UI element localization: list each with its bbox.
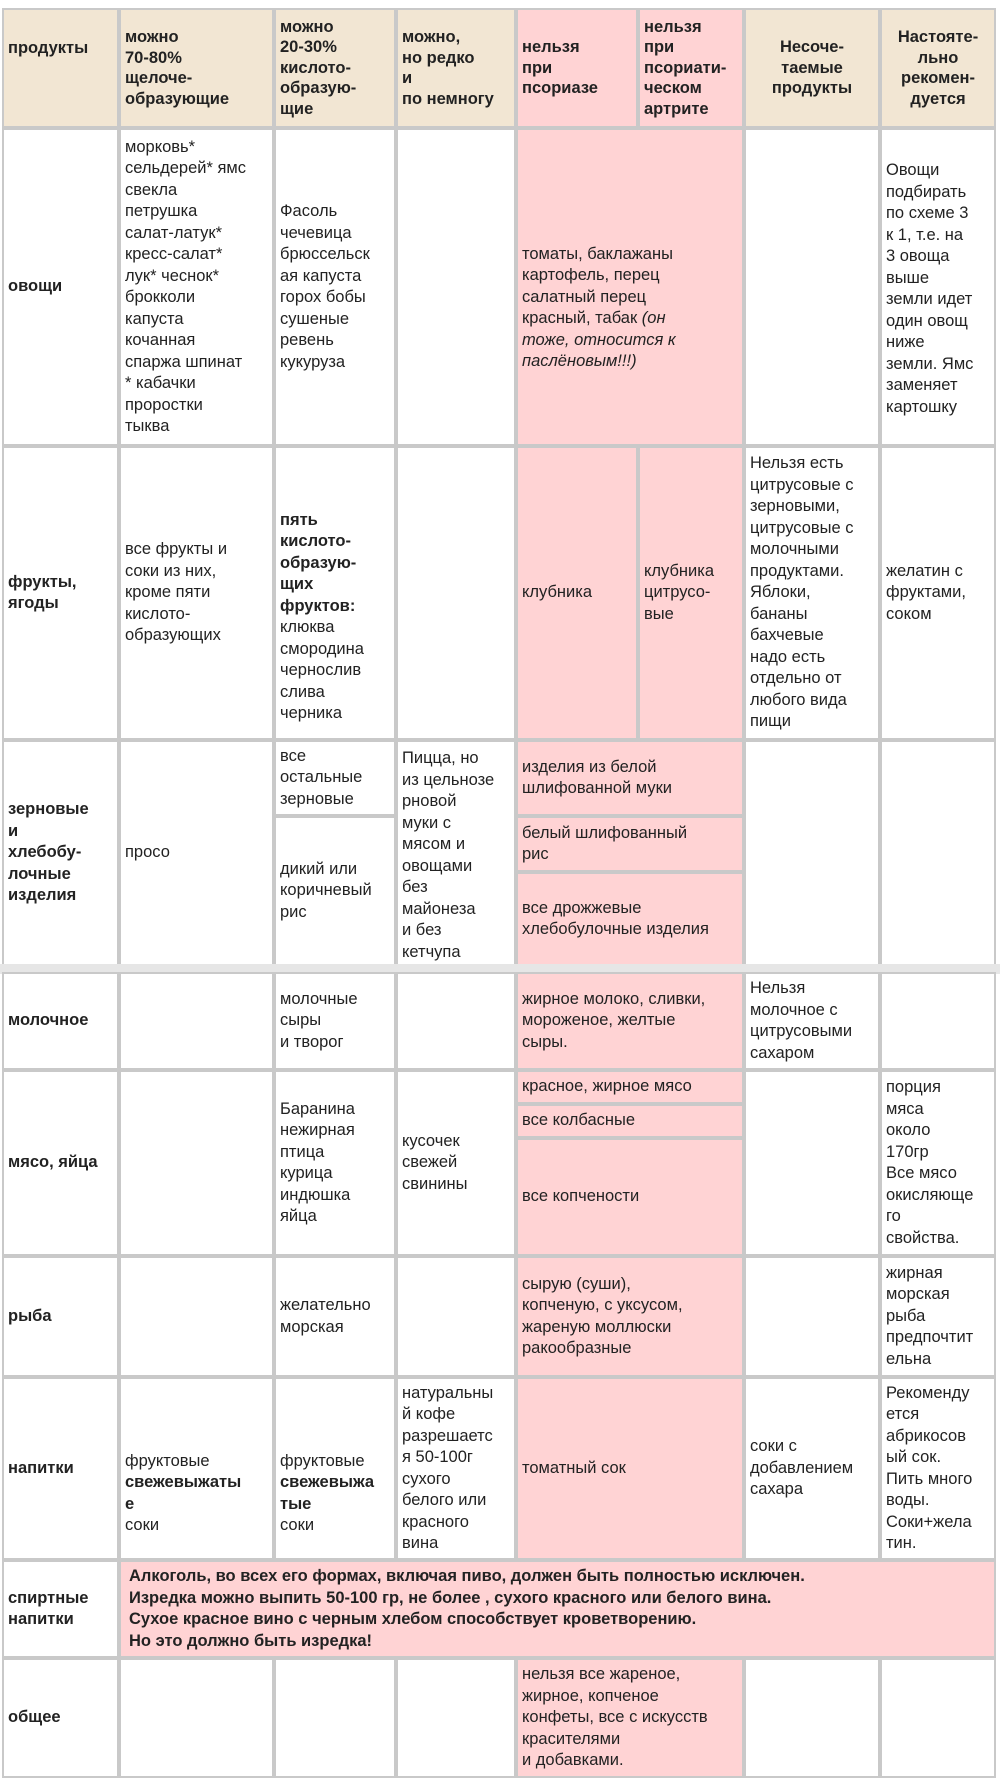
header-incompatible: Несоче- таемые продукты — [744, 8, 880, 128]
vegetables-acid: Фасоль чечевица брюссельск ая капуста горох бобы сушеные ревень кукуруза — [274, 128, 396, 446]
grains-alkaline: просо — [119, 740, 274, 966]
vegetables-no-psoriasis — [516, 128, 744, 446]
dairy-alkaline — [119, 972, 274, 1070]
row-label-drinks: напитки — [2, 1377, 119, 1560]
dairy-no: жирное молоко, сливки, мороженое, желтые сыры. — [516, 972, 744, 1070]
header-alkaline: можно 70-80% щелоче- образующие — [119, 8, 274, 128]
fish-no: сырую (суши), копченую, с уксусом, жареную моллюски ракообразные — [516, 1256, 744, 1377]
dairy-acid: молочные сыры и творог — [274, 972, 396, 1070]
drinks-alkaline-bold: свежевыжаты е — [125, 1473, 242, 1513]
general-incompatible — [744, 1658, 880, 1778]
fish-incompatible — [744, 1256, 880, 1377]
header-products: продукты — [2, 8, 119, 128]
grains-incompatible — [744, 740, 880, 966]
header-no-psoriasis: нельзя при псориазе — [516, 8, 638, 128]
row-label-fish: рыба — [2, 1256, 119, 1377]
dairy-incompatible: Нельзя молочное с цитрусовыми сахаром — [744, 972, 880, 1070]
meat-acid: Баранина нежирная птица курица индюшка яйца — [274, 1070, 396, 1256]
row-label-grains: зерновые и хлебобу- лочные изделия — [2, 740, 119, 966]
header-rarely: можно, но редко и по немногу — [396, 8, 516, 128]
general-alkaline — [119, 1658, 274, 1778]
meat-no-sausages: все колбасные — [516, 1104, 744, 1138]
vegetables-recommended: Овощи подбирать по схеме 3 к 1, т.е. на 3 овоща выше земли идет один овощ ниже земли. Ямс заменяет картошку — [880, 128, 996, 446]
fruits-rarely — [396, 446, 516, 740]
fish-recommended: жирная морская рыба предпочтит ельна — [880, 1256, 996, 1377]
meat-recommended: порция мяса около 170гр Все мясо окисляюще го свойства. — [880, 1070, 996, 1256]
grains-recommended — [880, 740, 996, 966]
header-acid: можно 20-30% кислото- образую- щие — [274, 8, 396, 128]
fruits-acid-heading: пять кислото- образую- щих фруктов: — [280, 510, 357, 615]
row-label-meat: мясо, яйца — [2, 1070, 119, 1256]
drinks-incompatible: соки с добавлением сахара — [744, 1377, 880, 1560]
meat-incompatible — [744, 1070, 880, 1256]
general-no: нельзя все жареное, жирное, копченое конфеты, все с искусств красителями и добавками. — [516, 1658, 744, 1778]
vegetables-alkaline: морковь* сельдерей* ямс свекла петрушка салат-латук* кресс-салат* лук* чеснок* брокколи капуста кочанная спаржа шпинат * кабачки проростки тыква — [119, 128, 274, 446]
grains-acid-other: все остальные зерновые — [274, 740, 396, 816]
dairy-rarely — [396, 972, 516, 1070]
spirits-warning: Алкоголь, во всех его формах, включая пиво, должен быть полностью исключен. Изредка можно выпить 50-100 гр, не более , сухого красного или белого вина. Сухое красное вино с черным хлебом способствует кроветворению. Но это должно быть изредка! — [119, 1560, 996, 1658]
general-rarely — [396, 1658, 516, 1778]
row-label-vegetables: овощи — [2, 128, 119, 446]
fruits-acid-list: клюква смородина чернослив слива черника — [280, 618, 364, 722]
row-label-dairy: молочное — [2, 972, 119, 1070]
fruits-no-arthritis: клубника цитрусо- вые — [638, 446, 744, 740]
fruits-acid — [274, 446, 396, 740]
general-recommended — [880, 1658, 996, 1778]
grains-no-white-flour: изделия из белой шлифованной муки — [516, 740, 744, 816]
drinks-acid-post: соки — [280, 1516, 315, 1534]
row-label-fruits: фрукты, ягоды — [2, 446, 119, 740]
fruits-alkaline: все фрукты и соки из них, кроме пяти кислото- образующих — [119, 446, 274, 740]
meat-rarely: кусочек свежей свинины — [396, 1070, 516, 1256]
drinks-no: томатный сок — [516, 1377, 744, 1560]
drinks-acid-pre: фруктовые — [280, 1451, 365, 1470]
vegetables-rarely — [396, 128, 516, 446]
meat-no-smoked: все копчености — [516, 1138, 744, 1256]
drinks-recommended: Рекоменду ется абрикосов ый сок. Пить много воды. Соки+жела тин. — [880, 1377, 996, 1560]
vegetables-no-psoriasis-text: томаты, баклажаны картофель, перец салатный перец красный, табак — [522, 244, 673, 327]
header-recommended: Настояте- льно рекомен- дуется — [880, 8, 996, 128]
meat-alkaline — [119, 1070, 274, 1256]
fish-acid: желательно морская — [274, 1256, 396, 1377]
meat-no-red-meat: красное, жирное мясо — [516, 1070, 744, 1104]
fish-rarely — [396, 1256, 516, 1377]
row-label-general: общее — [2, 1658, 119, 1778]
general-acid — [274, 1658, 396, 1778]
grains-acid-rice: дикий или коричневый рис — [274, 816, 396, 966]
row-label-spirits: спиртные напитки — [2, 1560, 119, 1658]
dairy-recommended — [880, 972, 996, 1070]
drinks-alkaline-post: соки — [125, 1516, 160, 1534]
drinks-acid — [274, 1377, 396, 1560]
fish-alkaline — [119, 1256, 274, 1377]
vegetables-incompatible — [744, 128, 880, 446]
drinks-rarely: натуральны й кофе разрешаетс я 50-100г сухого белого или красного вина — [396, 1377, 516, 1560]
fruits-no-psoriasis: клубника — [516, 446, 638, 740]
vegetables-no-psoriasis-note: (он тоже, относится к паслёновым!!!) — [522, 309, 676, 370]
grains-no-yeast: все дрожжевые хлебобулочные изделия — [516, 872, 744, 966]
fruits-incompatible: Нельзя есть цитрусовые с зерновыми, цитрусовые с молочными продуктами. Яблоки, бананы бахчевые надо есть отдельно от любого вида пищи — [744, 446, 880, 740]
fruits-recommended: желатин с фруктами, соком — [880, 446, 996, 740]
drinks-alkaline-pre: фруктовые — [125, 1451, 210, 1470]
grains-rarely: Пицца, но из цельнозе рновой муки с мясом и овощами без майонеза и без кетчупа — [396, 740, 516, 966]
drinks-acid-bold: свежевыжа тые — [280, 1473, 375, 1513]
drinks-alkaline — [119, 1377, 274, 1560]
header-no-arthritis: нельзя при псориати- ческом артрите — [638, 8, 744, 128]
grains-no-white-rice: белый шлифованный рис — [516, 816, 744, 872]
